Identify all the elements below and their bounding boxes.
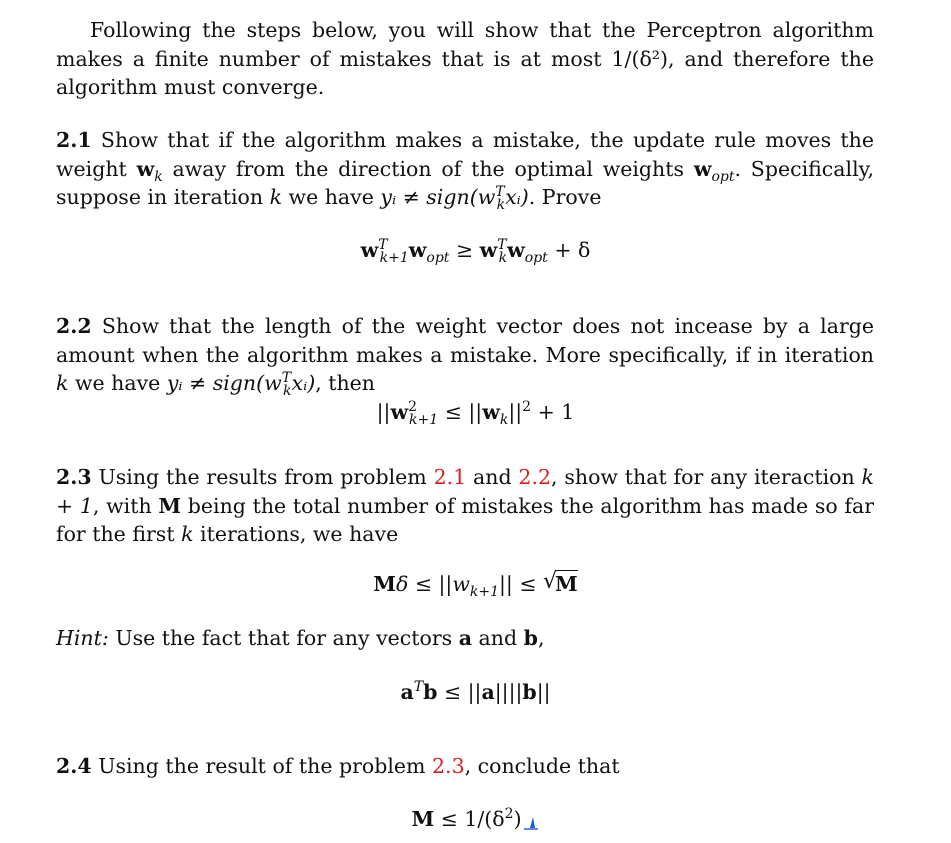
problem-number: 2.3 — [56, 465, 92, 489]
equation-2-4 — [0, 805, 951, 833]
problem-text: Using the result of the problem — [91, 754, 433, 778]
hint-paragraph — [56, 624, 874, 653]
math-operator: || ≤ — [499, 572, 544, 596]
math-operator: ≤ 1/(δ — [434, 807, 505, 831]
equation-2-1 — [0, 236, 951, 267]
math-operator: ≤ || — [437, 680, 482, 704]
math-subscript: k+1 — [409, 412, 439, 429]
problem-text: , with — [92, 493, 159, 518]
math-symbol: b — [523, 626, 538, 650]
problem-text: , conclude that — [464, 754, 620, 778]
reference-link-2-2[interactable]: 2.2 — [518, 465, 552, 489]
problem-text: Using the results from problem — [91, 465, 434, 489]
math-symbol: w — [507, 238, 525, 262]
math-symbol: w — [452, 572, 470, 596]
hint-text: and — [472, 626, 524, 650]
math-operator: || — [536, 680, 551, 704]
math-symbol: w — [408, 238, 427, 262]
math-superscript: T — [281, 370, 292, 387]
math-superscript: T — [413, 679, 424, 696]
math-subscript: opt — [524, 250, 548, 267]
math-symbol: k — [269, 185, 282, 209]
math-expression: xᵢ) — [505, 185, 529, 209]
problem-number: 2.2 — [56, 314, 92, 338]
math-subscript: k — [499, 412, 509, 429]
hint-label: Hint: — [56, 626, 109, 650]
intro-paragraph — [56, 16, 874, 102]
math-symbol: w — [482, 400, 500, 424]
intro-text: Following the steps below, you will show that the Perceptron algorithm makes a finite number of mistakes that is at most 1/(δ²), and therefore the algorithm must converge. — [56, 18, 874, 99]
math-operator: + δ — [547, 238, 591, 262]
text-cursor-icon — [522, 809, 540, 825]
math-symbol: b — [522, 680, 537, 704]
math-symbol: M — [411, 807, 435, 831]
math-subscript: k — [498, 250, 508, 267]
math-operator: ≥ — [449, 238, 480, 262]
math-symbol: a — [481, 680, 495, 704]
problem-text: we have — [282, 185, 381, 209]
problem-2-2-paragraph — [56, 312, 874, 398]
equation-2-3 — [0, 569, 951, 601]
problem-text: Show that the length of the weight vector does not incease by a large amount when the algorithm makes a mistake. More specifically, if in iteration — [56, 314, 874, 367]
math-symbol: M — [373, 572, 396, 596]
math-operator: ≤ || — [438, 400, 483, 424]
math-subscript: opt — [426, 250, 450, 267]
math-operator: ) — [513, 807, 522, 831]
problem-text: . Specifically, suppose in iteration — [56, 156, 874, 209]
math-symbol: w — [693, 156, 712, 181]
math-symbol: M — [555, 572, 578, 596]
math-operator: |||| — [494, 680, 523, 704]
math-subscript: k — [154, 168, 163, 185]
math-symbol: a — [458, 626, 472, 650]
math-subscript: k+1 — [379, 250, 409, 267]
math-symbol: b — [423, 680, 438, 704]
math-symbol: w — [136, 156, 155, 181]
math-superscript: T — [495, 184, 505, 201]
problem-2-4-paragraph — [56, 752, 874, 781]
problem-text: . Prove — [528, 185, 602, 209]
math-operator: + 1 — [531, 400, 575, 424]
math-symbol: a — [400, 680, 414, 704]
problem-text: we have — [68, 371, 167, 395]
math-symbol: w — [479, 238, 498, 262]
math-symbol: δ — [395, 572, 409, 596]
math-operator: || — [508, 400, 523, 424]
problem-text: iterations, we have — [193, 522, 399, 546]
math-subscript: k+1 — [469, 584, 500, 601]
equation-2-2 — [0, 398, 951, 429]
math-operator: ≤ || — [408, 572, 453, 596]
math-symbol: k — [56, 371, 69, 395]
math-operator: || — [376, 400, 391, 424]
math-symbol: M — [158, 493, 182, 518]
math-expression: k + 1 — [56, 465, 874, 518]
math-expression: yᵢ ≠ sign(w — [166, 371, 282, 395]
math-subscript: opt — [711, 168, 735, 185]
equation-hint — [0, 678, 951, 706]
math-superscript: T — [497, 237, 507, 254]
math-subscript: k — [283, 383, 292, 400]
math-superscript: 2 — [504, 806, 514, 823]
hint-text: , — [537, 626, 545, 650]
math-superscript: 2 — [522, 399, 532, 416]
math-symbol: w — [390, 400, 409, 424]
math-superscript: 2 — [408, 399, 418, 416]
math-expression: xᵢ) — [291, 371, 316, 395]
problem-text: away from the direction of the optimal weights — [162, 156, 694, 181]
hint-text: Use the fact that for any vectors — [108, 626, 459, 650]
math-subscript: k — [496, 197, 506, 214]
radical-sign: √ — [543, 569, 558, 594]
math-superscript: T — [378, 237, 388, 254]
problem-text: being the total number of mistakes the algorithm has made so far for the first — [56, 493, 874, 546]
math-symbol: k — [181, 522, 194, 546]
problem-text: Show that if the algorithm makes a mistake, the update rule moves the weight — [56, 128, 874, 181]
problem-text: and — [466, 465, 519, 489]
math-expression: yᵢ ≠ sign(w — [380, 185, 496, 209]
reference-link-2-1[interactable]: 2.1 — [433, 465, 467, 489]
problem-2-1-paragraph — [56, 126, 874, 212]
problem-2-3-paragraph — [56, 463, 874, 549]
problem-text: , show that for any iteraction — [551, 465, 862, 489]
problem-number: 2.1 — [56, 128, 92, 152]
problem-number: 2.4 — [56, 754, 92, 778]
math-symbol: w — [360, 238, 379, 262]
problem-text: , then — [315, 371, 376, 395]
square-root — [543, 570, 578, 598]
reference-link-2-3[interactable]: 2.3 — [432, 754, 465, 778]
